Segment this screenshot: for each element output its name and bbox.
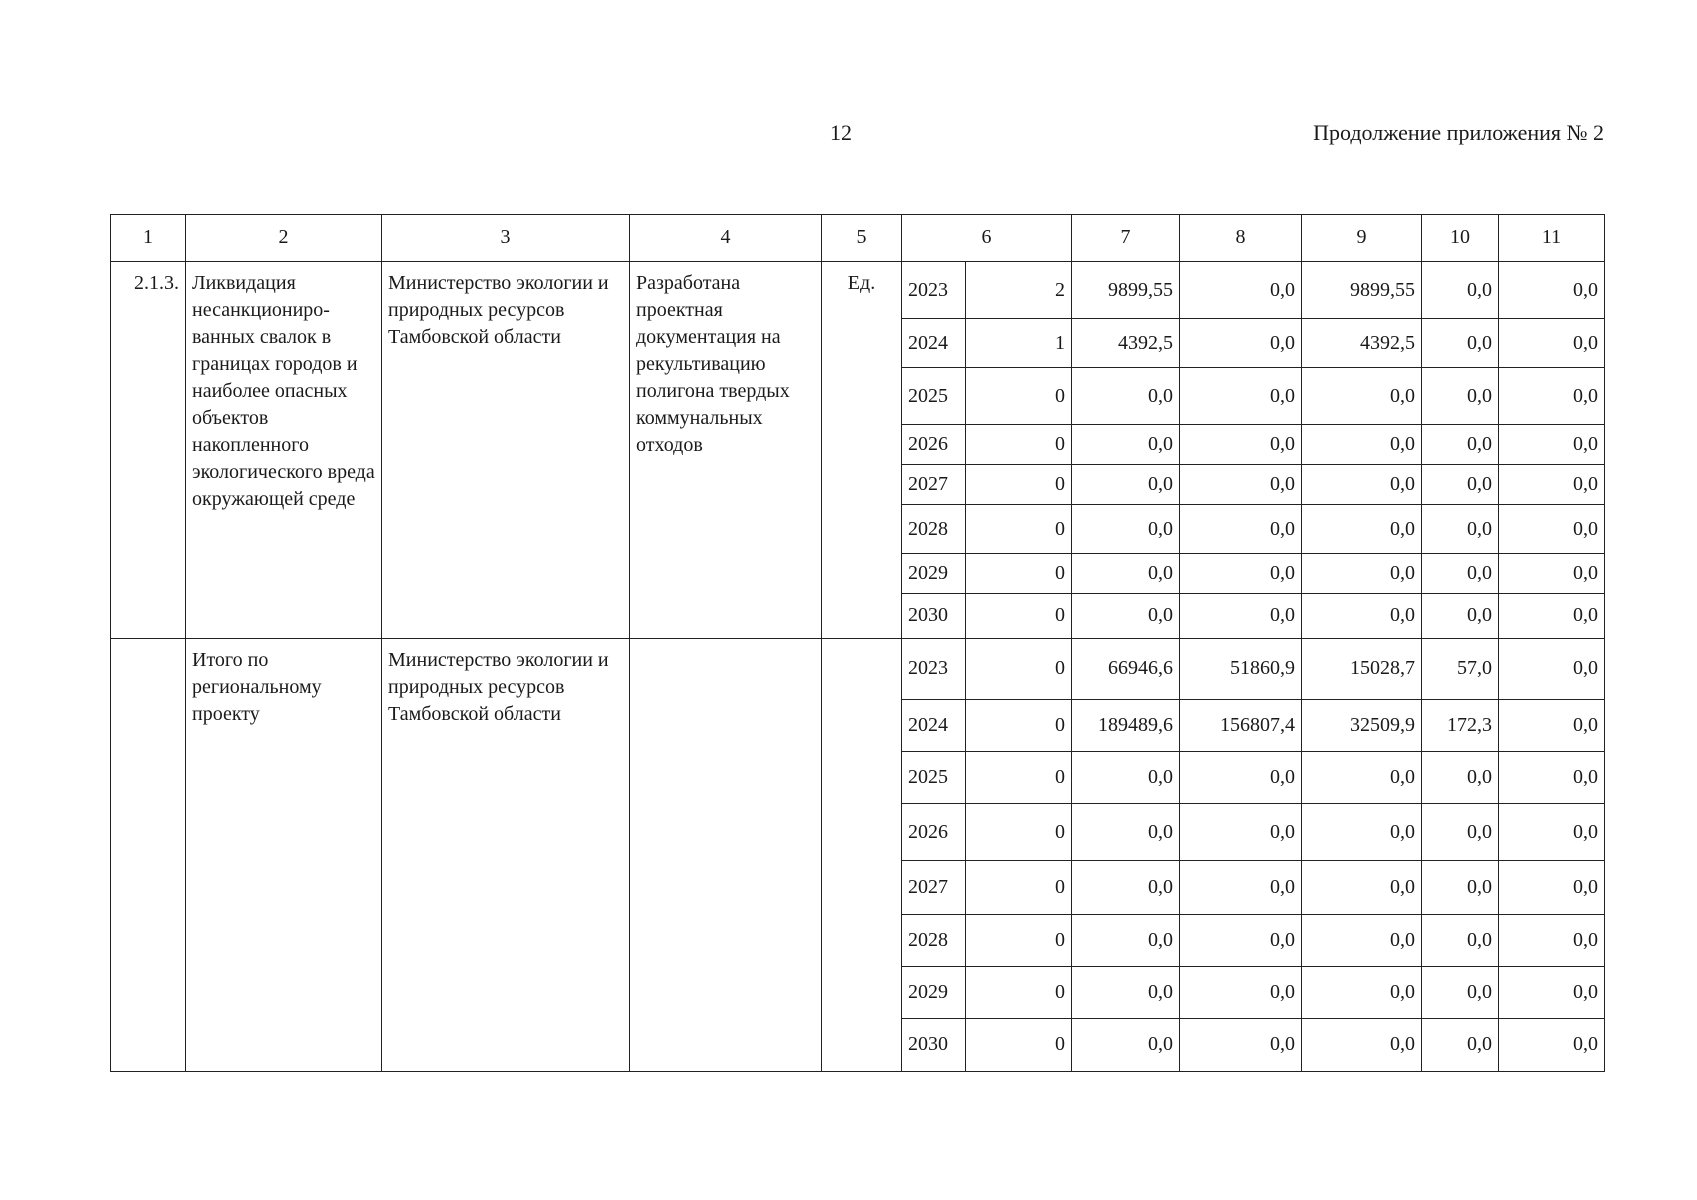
extrabudget-cell: 0,0 [1499, 752, 1605, 804]
indicator-value-cell: 0 [966, 425, 1072, 465]
indicator-value-cell: 0 [966, 804, 1072, 861]
section-code: 2.1.3. [111, 261, 186, 638]
extrabudget-cell: 0,0 [1499, 638, 1605, 699]
municipal-cell: 0,0 [1422, 319, 1499, 368]
total-cell: 0,0 [1072, 554, 1180, 594]
federal-cell: 0,0 [1180, 465, 1302, 505]
table-row [111, 638, 1605, 699]
regional-cell: 9899,55 [1302, 261, 1422, 318]
indicator-value-cell: 0 [966, 700, 1072, 752]
federal-cell: 0,0 [1180, 861, 1302, 914]
municipal-cell: 0,0 [1422, 914, 1499, 966]
regional-cell: 0,0 [1302, 368, 1422, 425]
federal-cell: 156807,4 [1180, 700, 1302, 752]
federal-cell: 51860,9 [1180, 638, 1302, 699]
year-cell: 2029 [902, 966, 966, 1018]
extrabudget-cell: 0,0 [1499, 465, 1605, 505]
total-cell: 4392,5 [1072, 319, 1180, 368]
total-cell: 0,0 [1072, 966, 1180, 1018]
regional-cell: 0,0 [1302, 425, 1422, 465]
extrabudget-cell: 0,0 [1499, 368, 1605, 425]
municipal-cell: 57,0 [1422, 638, 1499, 699]
municipal-cell: 0,0 [1422, 465, 1499, 505]
year-cell: 2024 [902, 319, 966, 368]
section-responsible: Министерство экологии и природных ресурсов Тамбовской области [382, 261, 630, 638]
regional-cell: 0,0 [1302, 1018, 1422, 1071]
column-header: 1 [111, 215, 186, 262]
regional-cell: 4392,5 [1302, 319, 1422, 368]
total-cell: 0,0 [1072, 861, 1180, 914]
municipal-cell: 0,0 [1422, 554, 1499, 594]
indicator-value-cell: 0 [966, 554, 1072, 594]
section-responsible: Министерство экологии и природных ресурсов Тамбовской области [382, 638, 630, 1071]
total-cell: 0,0 [1072, 425, 1180, 465]
column-header: 4 [630, 215, 822, 262]
year-cell: 2024 [902, 700, 966, 752]
regional-cell: 15028,7 [1302, 638, 1422, 699]
column-header: 10 [1422, 215, 1499, 262]
indicator-value-cell: 0 [966, 861, 1072, 914]
municipal-cell: 0,0 [1422, 368, 1499, 425]
municipal-cell: 172,3 [1422, 700, 1499, 752]
indicator-value-cell: 2 [966, 261, 1072, 318]
extrabudget-cell: 0,0 [1499, 861, 1605, 914]
column-header: 3 [382, 215, 630, 262]
indicator-value-cell: 0 [966, 966, 1072, 1018]
year-cell: 2025 [902, 752, 966, 804]
regional-cell: 0,0 [1302, 966, 1422, 1018]
indicator-value-cell: 0 [966, 1018, 1072, 1071]
year-cell: 2027 [902, 861, 966, 914]
federal-cell: 0,0 [1180, 752, 1302, 804]
municipal-cell: 0,0 [1422, 1018, 1499, 1071]
section-result [630, 638, 822, 1071]
total-cell: 66946,6 [1072, 638, 1180, 699]
federal-cell: 0,0 [1180, 368, 1302, 425]
indicator-value-cell: 0 [966, 752, 1072, 804]
year-cell: 2029 [902, 554, 966, 594]
column-header: 5 [822, 215, 902, 262]
municipal-cell: 0,0 [1422, 425, 1499, 465]
indicator-value-cell: 0 [966, 638, 1072, 699]
section-unit [822, 638, 902, 1071]
section-name: Ликвидация несанкциониро-ванных свалок в границах городов и наиболее опасных объектов накопленного экологического вреда окружающей среде [186, 261, 382, 638]
total-cell: 0,0 [1072, 368, 1180, 425]
federal-cell: 0,0 [1180, 804, 1302, 861]
municipal-cell: 0,0 [1422, 861, 1499, 914]
year-cell: 2030 [902, 593, 966, 638]
extrabudget-cell: 0,0 [1499, 505, 1605, 554]
regional-cell: 0,0 [1302, 554, 1422, 594]
federal-cell: 0,0 [1180, 1018, 1302, 1071]
municipal-cell: 0,0 [1422, 804, 1499, 861]
indicator-value-cell: 0 [966, 505, 1072, 554]
column-header-row [111, 215, 1605, 262]
year-cell: 2023 [902, 638, 966, 699]
year-cell: 2025 [902, 368, 966, 425]
indicator-value-cell: 0 [966, 914, 1072, 966]
indicator-value-cell: 0 [966, 593, 1072, 638]
municipal-cell: 0,0 [1422, 261, 1499, 318]
appendix-title: Продолжение приложения № 2 [1313, 120, 1604, 145]
extrabudget-cell: 0,0 [1499, 1018, 1605, 1071]
column-header: 6 [902, 215, 1072, 262]
year-cell: 2028 [902, 914, 966, 966]
total-cell: 0,0 [1072, 1018, 1180, 1071]
regional-cell: 0,0 [1302, 465, 1422, 505]
extrabudget-cell: 0,0 [1499, 914, 1605, 966]
column-header: 7 [1072, 215, 1180, 262]
indicator-value-cell: 0 [966, 368, 1072, 425]
year-cell: 2023 [902, 261, 966, 318]
regional-cell: 0,0 [1302, 593, 1422, 638]
indicator-value-cell: 1 [966, 319, 1072, 368]
extrabudget-cell: 0,0 [1499, 700, 1605, 752]
extrabudget-cell: 0,0 [1499, 554, 1605, 594]
column-header: 11 [1499, 215, 1605, 262]
regional-cell: 0,0 [1302, 505, 1422, 554]
municipal-cell: 0,0 [1422, 593, 1499, 638]
federal-cell: 0,0 [1180, 425, 1302, 465]
federal-cell: 0,0 [1180, 914, 1302, 966]
program-table [110, 214, 1605, 1072]
federal-cell: 0,0 [1180, 966, 1302, 1018]
regional-cell: 32509,9 [1302, 700, 1422, 752]
section-name: Итого по региональному проекту [186, 638, 382, 1071]
total-cell: 189489,6 [1072, 700, 1180, 752]
total-cell: 0,0 [1072, 505, 1180, 554]
extrabudget-cell: 0,0 [1499, 593, 1605, 638]
federal-cell: 0,0 [1180, 505, 1302, 554]
total-cell: 9899,55 [1072, 261, 1180, 318]
page-number: 12 [830, 120, 852, 145]
federal-cell: 0,0 [1180, 319, 1302, 368]
federal-cell: 0,0 [1180, 261, 1302, 318]
regional-cell: 0,0 [1302, 861, 1422, 914]
column-header: 8 [1180, 215, 1302, 262]
extrabudget-cell: 0,0 [1499, 804, 1605, 861]
section-code [111, 638, 186, 1071]
federal-cell: 0,0 [1180, 593, 1302, 638]
indicator-value-cell: 0 [966, 465, 1072, 505]
year-cell: 2026 [902, 804, 966, 861]
extrabudget-cell: 0,0 [1499, 261, 1605, 318]
regional-cell: 0,0 [1302, 752, 1422, 804]
extrabudget-cell: 0,0 [1499, 319, 1605, 368]
regional-cell: 0,0 [1302, 804, 1422, 861]
year-cell: 2030 [902, 1018, 966, 1071]
municipal-cell: 0,0 [1422, 505, 1499, 554]
federal-cell: 0,0 [1180, 554, 1302, 594]
municipal-cell: 0,0 [1422, 966, 1499, 1018]
column-header: 2 [186, 215, 382, 262]
total-cell: 0,0 [1072, 465, 1180, 505]
extrabudget-cell: 0,0 [1499, 966, 1605, 1018]
section-result: Разработана проектная документация на рекультивацию полигона твердых коммунальных отходов [630, 261, 822, 638]
regional-cell: 0,0 [1302, 914, 1422, 966]
year-cell: 2027 [902, 465, 966, 505]
column-header: 9 [1302, 215, 1422, 262]
total-cell: 0,0 [1072, 804, 1180, 861]
year-cell: 2026 [902, 425, 966, 465]
section-unit: Ед. [822, 261, 902, 638]
year-cell: 2028 [902, 505, 966, 554]
table-row [111, 261, 1605, 318]
total-cell: 0,0 [1072, 914, 1180, 966]
total-cell: 0,0 [1072, 593, 1180, 638]
municipal-cell: 0,0 [1422, 752, 1499, 804]
total-cell: 0,0 [1072, 752, 1180, 804]
extrabudget-cell: 0,0 [1499, 425, 1605, 465]
